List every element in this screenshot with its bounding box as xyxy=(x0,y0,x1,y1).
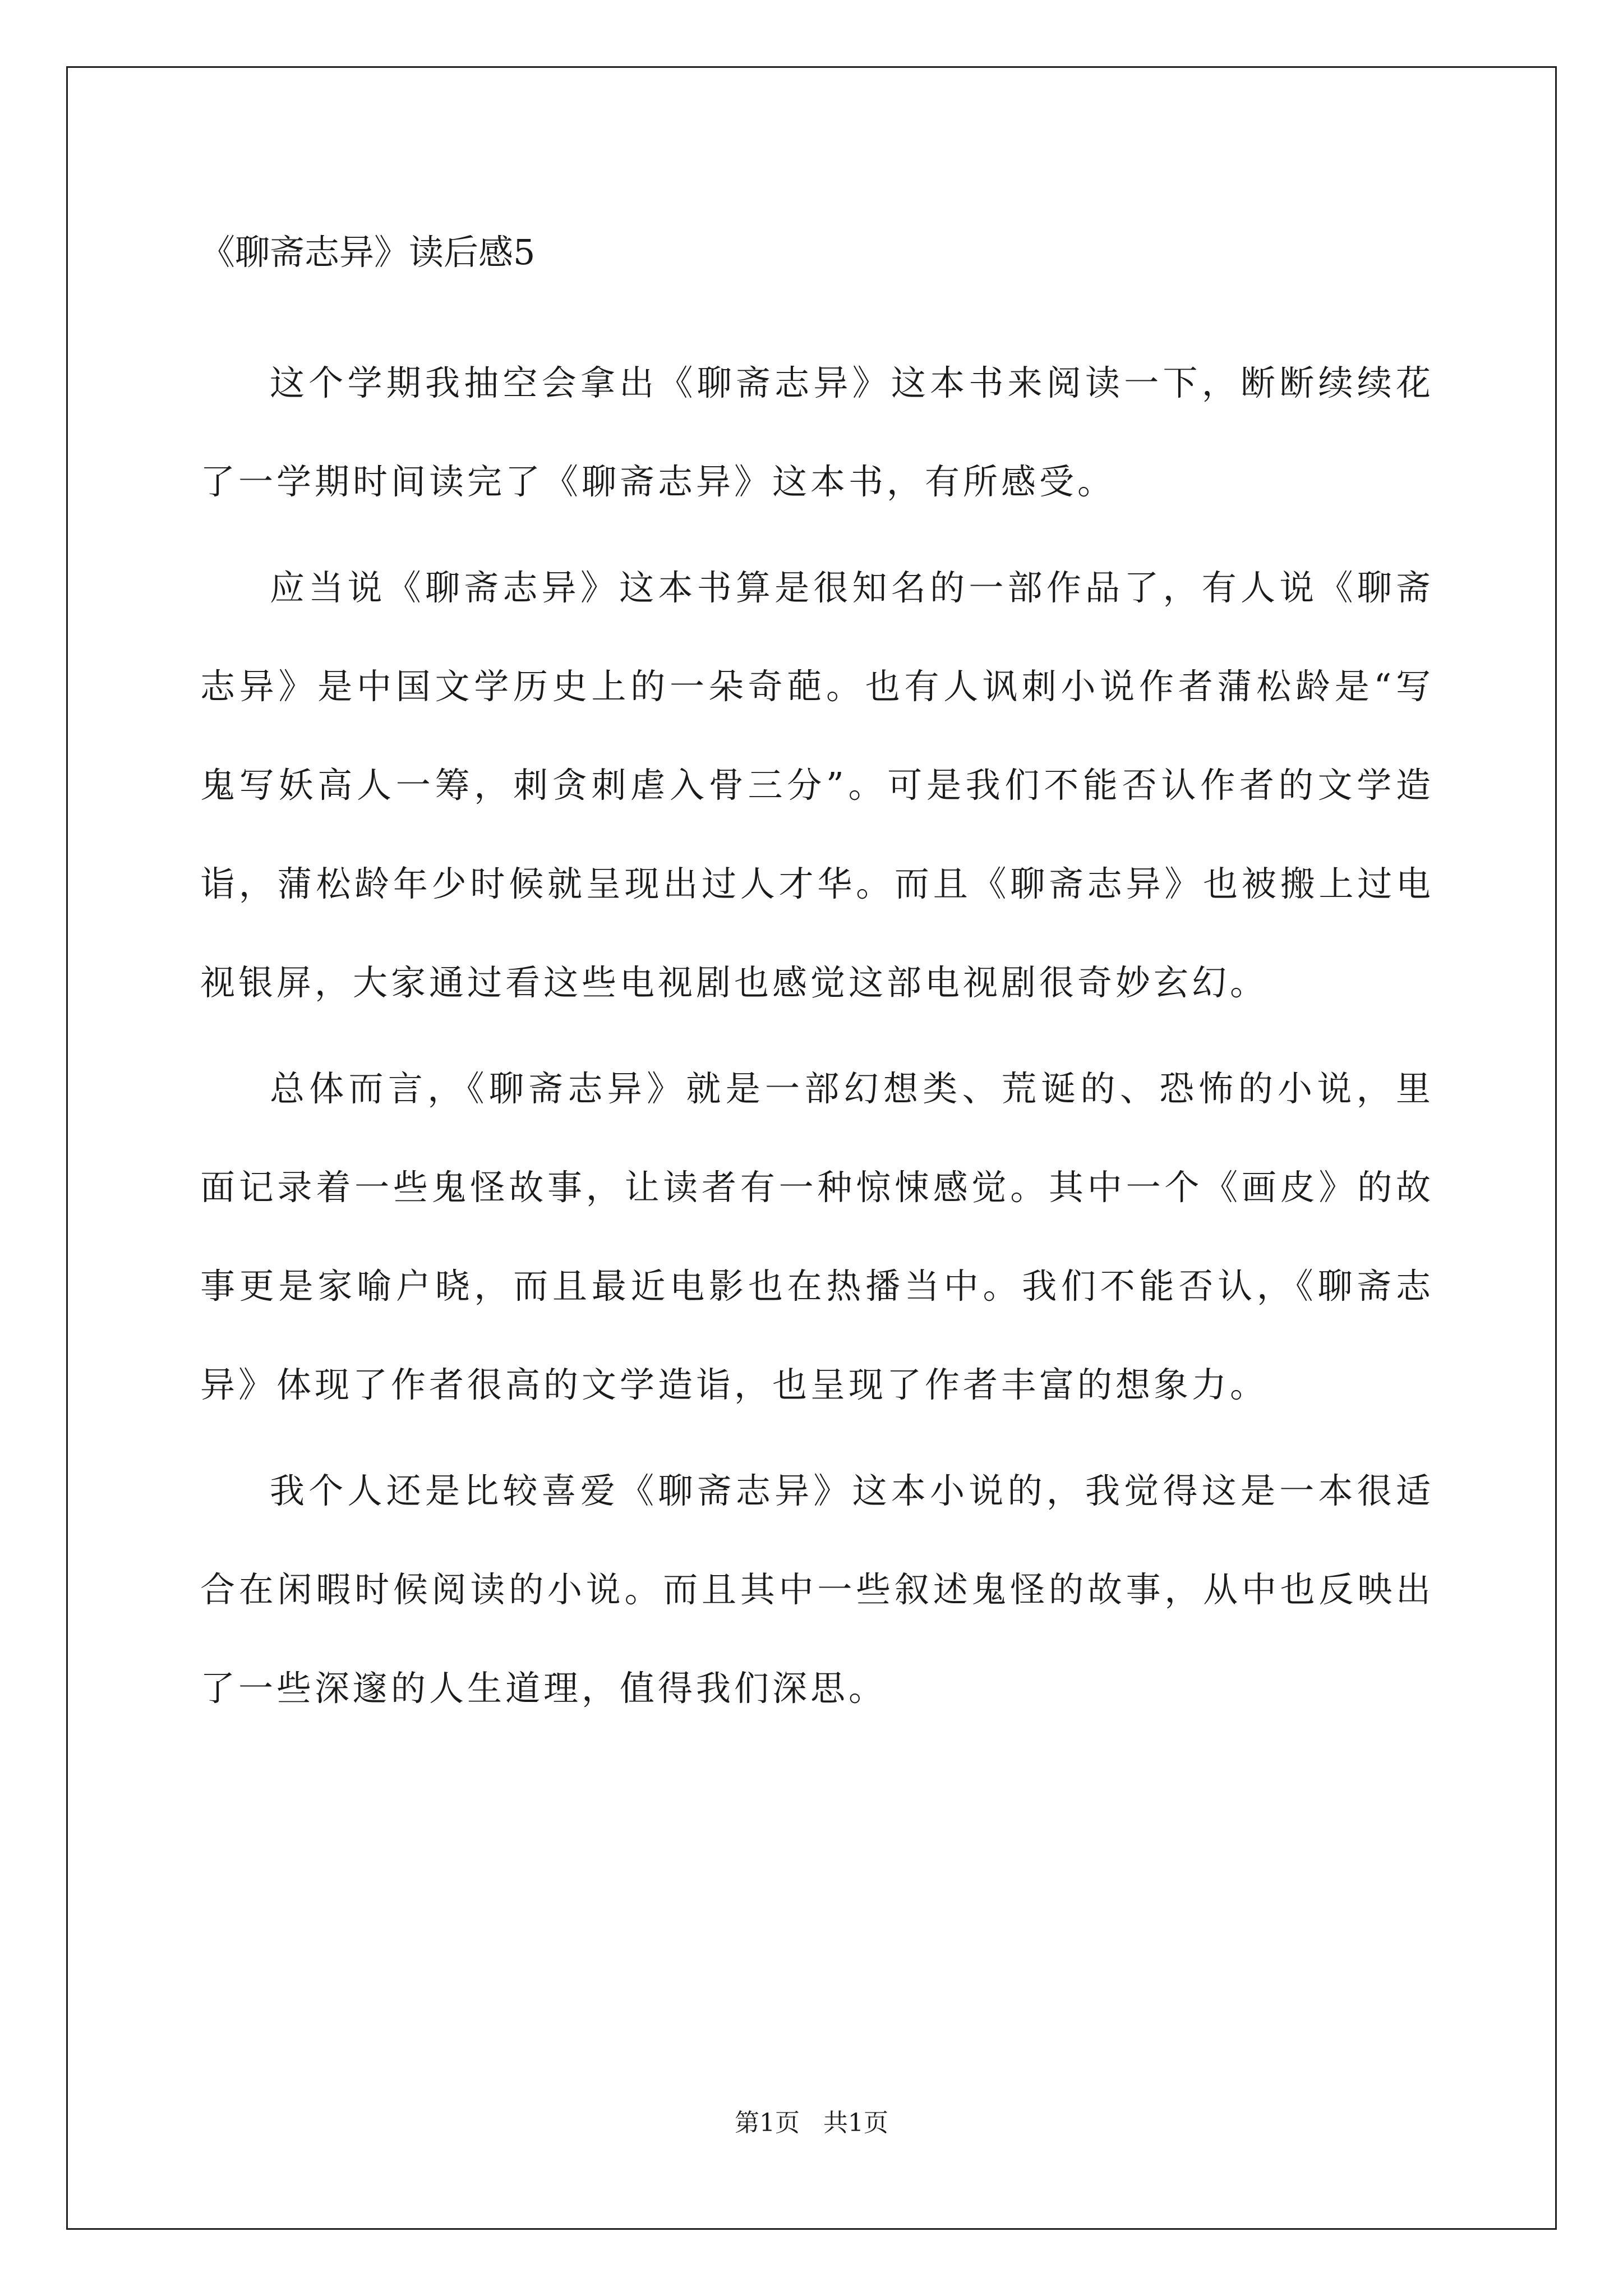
document-title: 《聊斋志异》读后感5 xyxy=(200,232,536,273)
paragraph-4: 我个人还是比较喜爱《聊斋志异》这本小说的，我觉得这是一本很适合在闲暇时候阅读的小说。而且其中一些叙述鬼怪的故事，从中也反映出了一些深邃的人生道理，值得我们深思。 xyxy=(200,1470,1434,1709)
page-number-footer: 第1页 共1页 xyxy=(735,2109,888,2137)
paragraph-2: 应当说《聊斋志异》这本书算是很知名的一部作品了，有人说《聊斋志异》是中国文学历史上的一朵奇葩。也有人讽刺小说作者蒲松龄是“写鬼写妖高人一筹，刺贪刺虐入骨三分”。可是我们不能否认作者的文学造诣，蒲松龄年少时候就呈现出过人才华。而且《聊斋志异》也被搬上过电视银屏，大家通过看这些电视剧也感觉这部电视剧很奇妙玄幻。 xyxy=(200,567,1434,1003)
document-body xyxy=(200,334,1434,1745)
paragraph-1: 这个学期我抽空会拿出《聊斋志异》这本书来阅读一下，断断续续花了一学期时间读完了《聊斋志异》这本书，有所感受。 xyxy=(200,362,1434,502)
paragraph-3: 总体而言，《聊斋志异》就是一部幻想类、荒诞的、恐怖的小说，里面记录着一些鬼怪故事，让读者有一种惊悚感觉。其中一个《画皮》的故事更是家喻户晓，而且最近电影也在热播当中。我们不能否认，《聊斋志异》体现了作者很高的文学造诣，也呈现了作者丰富的想象力。 xyxy=(200,1068,1434,1405)
